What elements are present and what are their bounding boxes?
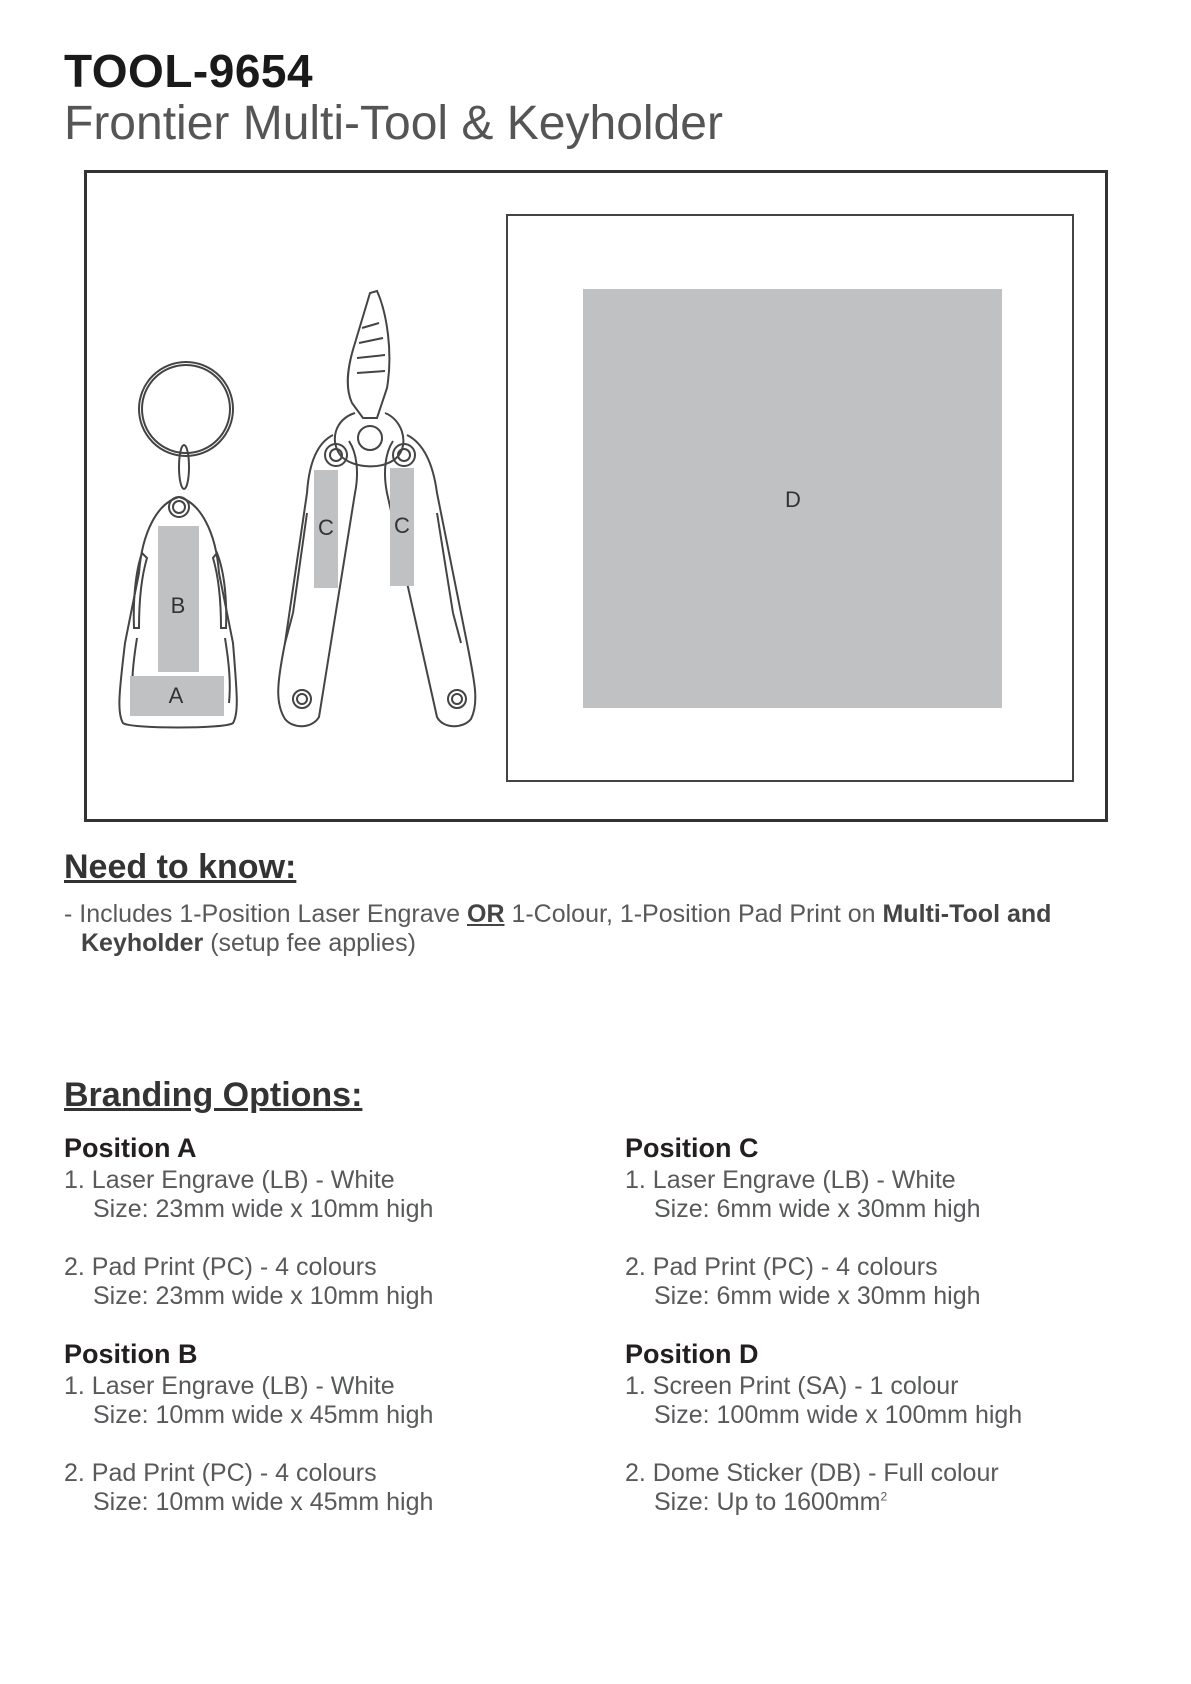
need-bold-2: Keyholder: [81, 929, 204, 957]
diagram-svg: [87, 173, 1105, 819]
product-code: TOOL-9654: [64, 45, 314, 97]
zone-b-label: B: [170, 593, 186, 618]
option-method: 1. Laser Engrave (LB) - White: [64, 1166, 395, 1194]
branding-options-heading: Branding Options:: [64, 1076, 363, 1114]
zone-a-label: A: [168, 683, 184, 708]
option-size: Size: 10mm wide x 45mm high: [93, 1488, 434, 1516]
position-b-title: Position B: [64, 1339, 198, 1369]
option-method: 2. Pad Print (PC) - 4 colours: [64, 1253, 377, 1281]
product-diagram: [84, 170, 1108, 822]
position-a-option: [64, 1253, 564, 1311]
option-method: 2. Pad Print (PC) - 4 colours: [64, 1459, 377, 1487]
need-line-mid: 1-Colour, 1-Position Pad Print on: [504, 900, 883, 928]
zone-c-right-label: C: [394, 513, 410, 538]
zone-d-label: D: [785, 487, 801, 512]
option-size: Size: 6mm wide x 30mm high: [654, 1195, 981, 1223]
position-c-option: [625, 1253, 1125, 1311]
need-line-suffix: (setup fee applies): [203, 929, 416, 957]
position-d-title: Position D: [625, 1339, 759, 1369]
position-c-option: [625, 1166, 1125, 1224]
need-to-know-text: [64, 900, 1124, 958]
position-a: [64, 1132, 564, 1340]
squared-superscript: 2: [880, 1489, 888, 1504]
option-size: Size: 23mm wide x 10mm high: [93, 1195, 434, 1223]
option-method: 1. Laser Engrave (LB) - White: [625, 1166, 956, 1194]
need-line-prefix: - Includes 1-Position Laser Engrave: [64, 900, 467, 928]
multi-tool-illustration: [278, 291, 475, 726]
option-method: 1. Laser Engrave (LB) - White: [64, 1372, 395, 1400]
position-d-option: [625, 1459, 1125, 1517]
position-a-option: [64, 1166, 564, 1224]
zone-c-left-label: C: [318, 515, 334, 540]
option-size: Size: 23mm wide x 10mm high: [93, 1282, 434, 1310]
position-d: [625, 1338, 1125, 1546]
need-bold-1: Multi-Tool and: [882, 900, 1052, 928]
option-size: [625, 1488, 1125, 1517]
need-or: OR: [467, 900, 505, 928]
position-d-option: [625, 1372, 1125, 1430]
product-name: Frontier Multi-Tool & Keyholder: [64, 97, 723, 150]
position-b-option: [64, 1372, 564, 1430]
option-size: Size: 100mm wide x 100mm high: [654, 1401, 1023, 1429]
need-to-know-heading: Need to know:: [64, 848, 297, 886]
option-size: Size: 10mm wide x 45mm high: [93, 1401, 434, 1429]
option-method: 1. Screen Print (SA) - 1 colour: [625, 1372, 959, 1400]
option-method: 2. Dome Sticker (DB) - Full colour: [625, 1459, 999, 1487]
option-size-text: Size: Up to 1600mm: [654, 1488, 881, 1516]
position-c: [625, 1132, 1125, 1340]
position-a-title: Position A: [64, 1133, 197, 1163]
position-b: [64, 1338, 564, 1546]
option-size: Size: 6mm wide x 30mm high: [654, 1282, 981, 1310]
position-c-title: Position C: [625, 1133, 759, 1163]
option-method: 2. Pad Print (PC) - 4 colours: [625, 1253, 938, 1281]
position-b-option: [64, 1459, 564, 1517]
